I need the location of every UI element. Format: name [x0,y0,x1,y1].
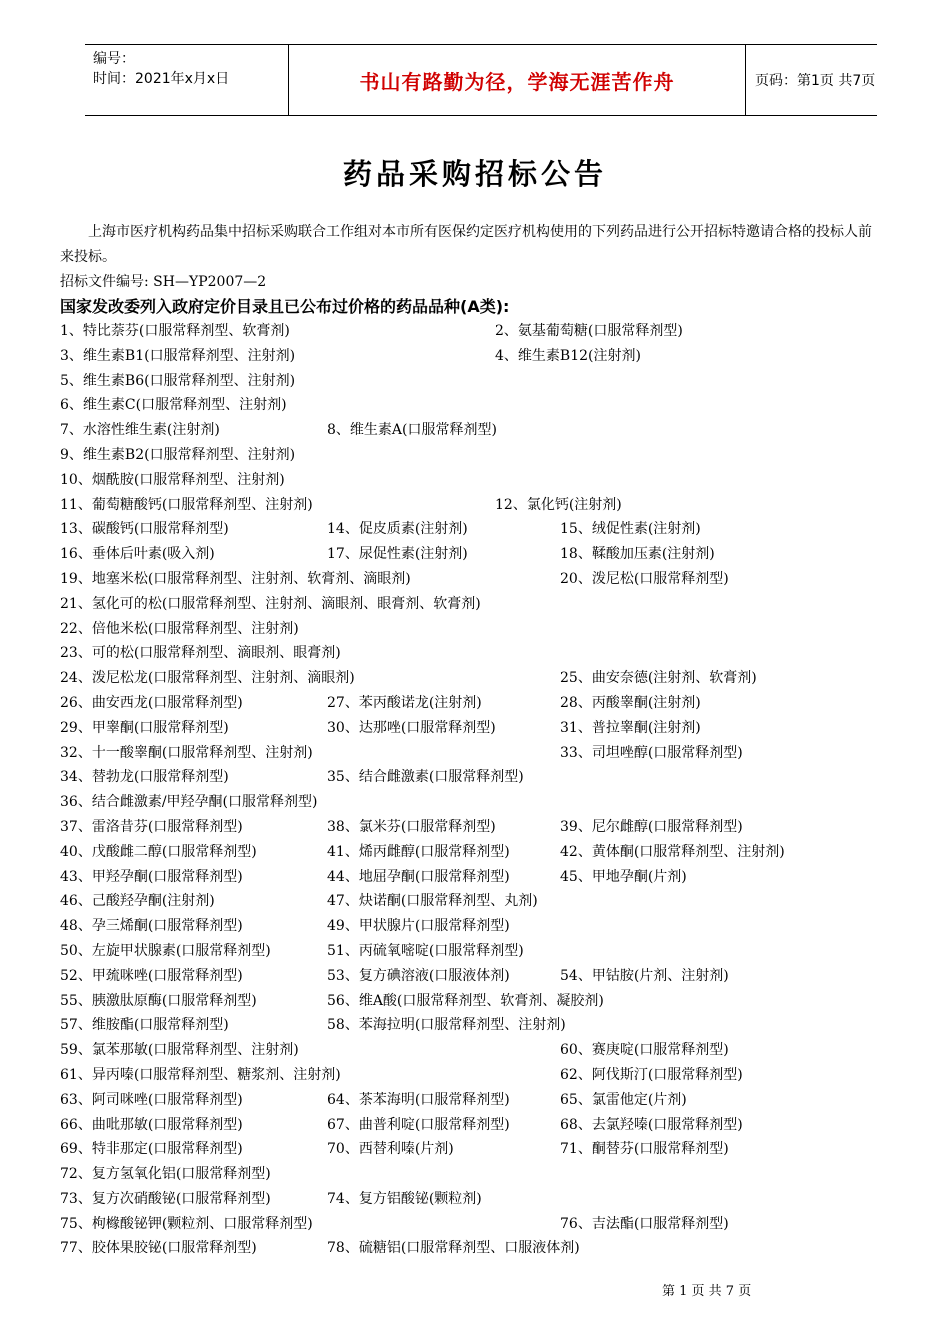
drug-entry: 72、复方氢氧化铝(口服常释剂型) [60,1166,271,1183]
drug-entry: 18、鞣酸加压素(注射剂) [560,546,715,563]
list-item [60,1187,880,1212]
list-item [60,592,880,617]
drug-entry: 28、丙酸睾酮(注射剂) [560,694,701,711]
document-number-label: 编号： [93,51,135,67]
drug-entry: 11、葡萄糖酸钙(口服常释剂型、注射剂) [60,496,313,513]
list-item [60,1088,880,1113]
drug-entry: 23、可的松(口服常释剂型、滴眼剂、眼膏剂) [60,645,341,662]
drug-entry: 66、曲吡那敏(口服常释剂型) [60,1116,243,1133]
drug-entry: 2、氨基葡萄糖(口服常释剂型) [495,323,683,339]
drug-entry: 55、胰激肽原酶(口服常释剂型) [60,992,257,1009]
list-item [60,964,880,989]
drug-entry: 32、十一酸睾酮(口服常释剂型、注射剂) [60,744,313,761]
drug-entry: 8、维生素A(口服常释剂型) [327,422,497,439]
page-footer: 第 1 页 共 7 页 [662,1284,752,1299]
drug-entry: 10、烟酰胺(口服常释剂型、注射剂) [60,471,285,488]
drug-entry: 68、去氯羟嗪(口服常释剂型) [560,1116,743,1133]
list-item [60,468,880,493]
header-motto: 书山有路勤为径，学海无涯苦作舟 [288,45,746,115]
drug-entry: 9、维生素B2(口服常释剂型、注射剂) [60,446,296,463]
drug-entry: 5、维生素B6(口服常释剂型、注射剂) [60,372,296,389]
list-item [60,1162,880,1187]
drug-entry: 25、曲安奈德(注射剂、软膏剂) [560,670,757,687]
drug-entry: 43、甲羟孕酮(口服常释剂型) [60,868,243,885]
drug-entry: 47、炔诺酮(口服常释剂型、丸剂) [327,893,538,910]
list-item [60,765,880,790]
list-item [60,790,880,815]
drug-entry: 7、水溶性维生素(注射剂) [60,422,220,439]
drug-entry: 62、阿伐斯汀(口服常释剂型) [560,1066,743,1083]
drug-entry: 1、特比萘芬(口服常释剂型、软膏剂) [60,323,290,339]
list-item [60,344,880,369]
list-item [60,443,880,468]
list-item [60,914,880,939]
drug-entry: 75、枸橼酸铋钾(颗粒剂、口服常释剂型) [60,1215,313,1232]
list-item [60,319,880,344]
list-item [60,1063,880,1088]
drug-entry: 48、孕三烯酮(口服常释剂型) [60,918,243,935]
drug-entry: 74、复方铝酸铋(颗粒剂) [327,1190,482,1207]
drug-entry: 64、茶苯海明(口服常释剂型) [327,1091,510,1108]
list-item [60,889,880,914]
intro-paragraph [60,220,876,270]
drug-entry: 41、烯丙雌醇(口服常释剂型) [327,843,510,860]
list-item [60,741,880,766]
list-item [60,641,880,666]
document-time-label: 时间：2021年x月x日 [93,71,230,87]
drug-entry: 36、结合雌激素/甲羟孕酮(口服常释剂型) [60,794,318,811]
list-item [60,493,880,518]
drug-entry: 70、西替利嗪(片剂) [327,1141,454,1158]
drug-entry: 3、维生素B1(口服常释剂型、注射剂) [60,347,296,364]
drug-entry: 65、氯雷他定(片剂) [560,1091,687,1108]
drug-entry: 17、尿促性素(注射剂) [327,546,468,563]
list-item [60,815,880,840]
drug-entry: 78、硫糖铝(口服常释剂型、口服液体剂) [327,1240,580,1257]
list-item [60,716,880,741]
drug-entry: 63、阿司咪唑(口服常释剂型) [60,1091,243,1108]
drug-entry: 29、甲睾酮(口服常释剂型) [60,719,229,736]
drug-entry: 20、泼尼松(口服常释剂型) [560,570,729,587]
drug-entry: 60、赛庚啶(口服常释剂型) [560,1042,729,1059]
page-title: 药品采购招标公告 [342,157,607,191]
list-item [60,369,880,394]
drug-entry: 67、曲普利啶(口服常释剂型) [327,1116,510,1133]
drug-entry: 22、倍他米松(口服常释剂型、注射剂) [60,620,299,637]
drug-entry: 58、苯海拉明(口服常释剂型、注射剂) [327,1017,566,1034]
drug-entry: 38、氯米芬(口服常释剂型) [327,818,496,835]
drug-entry: 42、黄体酮(口服常释剂型、注射剂) [560,843,785,860]
drug-entry: 27、苯丙酸诺龙(注射剂) [327,694,482,711]
list-item [60,418,880,443]
list-item [60,517,880,542]
list-item [60,542,880,567]
drug-entry: 24、泼尼松龙(口服常释剂型、注射剂、滴眼剂) [60,670,355,687]
list-item [60,1137,880,1162]
list-item [60,666,880,691]
drug-entry: 50、左旋甲状腺素(口服常释剂型) [60,942,271,959]
list-item [60,691,880,716]
drug-entry: 15、绒促性素(注射剂) [560,521,701,538]
list-item [60,1013,880,1038]
list-item [60,617,880,642]
drug-entry: 13、碳酸钙(口服常释剂型) [60,521,229,538]
drug-entry: 61、异丙嗪(口服常释剂型、糖浆剂、注射剂) [60,1066,341,1083]
drug-list [60,319,880,1261]
drug-entry: 6、维生素C(口服常释剂型、注射剂) [60,397,287,414]
drug-entry: 39、尼尔雌醇(口服常释剂型) [560,818,743,835]
drug-entry: 59、氯苯那敏(口服常释剂型、注射剂) [60,1042,299,1059]
drug-entry: 37、雷洛昔芬(口服常释剂型) [60,818,243,835]
list-item [60,1113,880,1138]
drug-entry: 44、地屈孕酮(口服常释剂型) [327,868,510,885]
drug-entry: 76、吉法酯(口服常释剂型) [560,1215,729,1232]
list-item [60,1212,880,1237]
list-item [60,840,880,865]
drug-entry: 16、垂体后叶素(吸入剂) [60,546,215,563]
tender-document-number: 招标文件编号: SH—YP2007—2 [60,274,267,290]
drug-entry: 12、氯化钙(注射剂) [495,496,622,513]
list-item [60,989,880,1014]
drug-entry: 33、司坦唑醇(口服常释剂型) [560,744,743,761]
list-item [60,1038,880,1063]
drug-entry: 4、维生素B12(注射剂) [495,347,641,364]
drug-entry: 69、特非那定(口服常释剂型) [60,1141,243,1158]
drug-entry: 51、丙硫氧嘧啶(口服常释剂型) [327,942,524,959]
drug-entry: 53、复方碘溶液(口服液体剂) [327,967,510,984]
drug-entry: 19、地塞米松(口服常释剂型、注射剂、软膏剂、滴眼剂) [60,570,411,587]
section-heading: 国家发改委列入政府定价目录且已公布过价格的药品品种(A类): [60,297,510,316]
drug-entry: 14、促皮质素(注射剂) [327,521,468,538]
drug-entry: 49、甲状腺片(口服常释剂型) [327,918,510,935]
drug-entry: 31、普拉睾酮(注射剂) [560,719,701,736]
drug-entry: 77、胶体果胶铋(口服常释剂型) [60,1240,257,1257]
list-item [60,393,880,418]
header-left [93,49,283,89]
drug-entry: 52、甲巯咪唑(口服常释剂型) [60,967,243,984]
drug-entry: 71、酮替芬(口服常释剂型) [560,1141,729,1158]
list-item [60,567,880,592]
list-item [60,1236,880,1261]
drug-entry: 30、达那唑(口服常释剂型) [327,719,496,736]
list-item [60,865,880,890]
header-table [85,44,877,116]
drug-entry: 73、复方次硝酸铋(口服常释剂型) [60,1190,271,1207]
drug-entry: 46、己酸羟孕酮(注射剂) [60,893,215,910]
drug-entry: 56、维A酸(口服常释剂型、软膏剂、凝胶剂) [327,992,604,1009]
drug-entry: 54、甲钴胺(片剂、注射剂) [560,967,729,984]
drug-entry: 21、氢化可的松(口服常释剂型、注射剂、滴眼剂、眼膏剂、软膏剂) [60,595,481,612]
list-item [60,939,880,964]
drug-entry: 45、甲地孕酮(片剂) [560,868,687,885]
drug-entry: 40、戊酸雌二醇(口服常释剂型) [60,843,257,860]
drug-entry: 34、替勃龙(口服常释剂型) [60,769,229,786]
intro-text: 上海市医疗机构药品集中招标采购联合工作组对本市所有医保约定医疗机构使用的下列药品进行公开招标特邀请合格的投标人前来投标。 [60,224,872,265]
drug-entry: 35、结合雌激素(口服常释剂型) [327,769,524,786]
drug-entry: 26、曲安西龙(口服常释剂型) [60,694,243,711]
header-page-label: 页码：第1页 共7页 [755,73,876,89]
drug-entry: 57、维胺酯(口服常释剂型) [60,1017,229,1034]
